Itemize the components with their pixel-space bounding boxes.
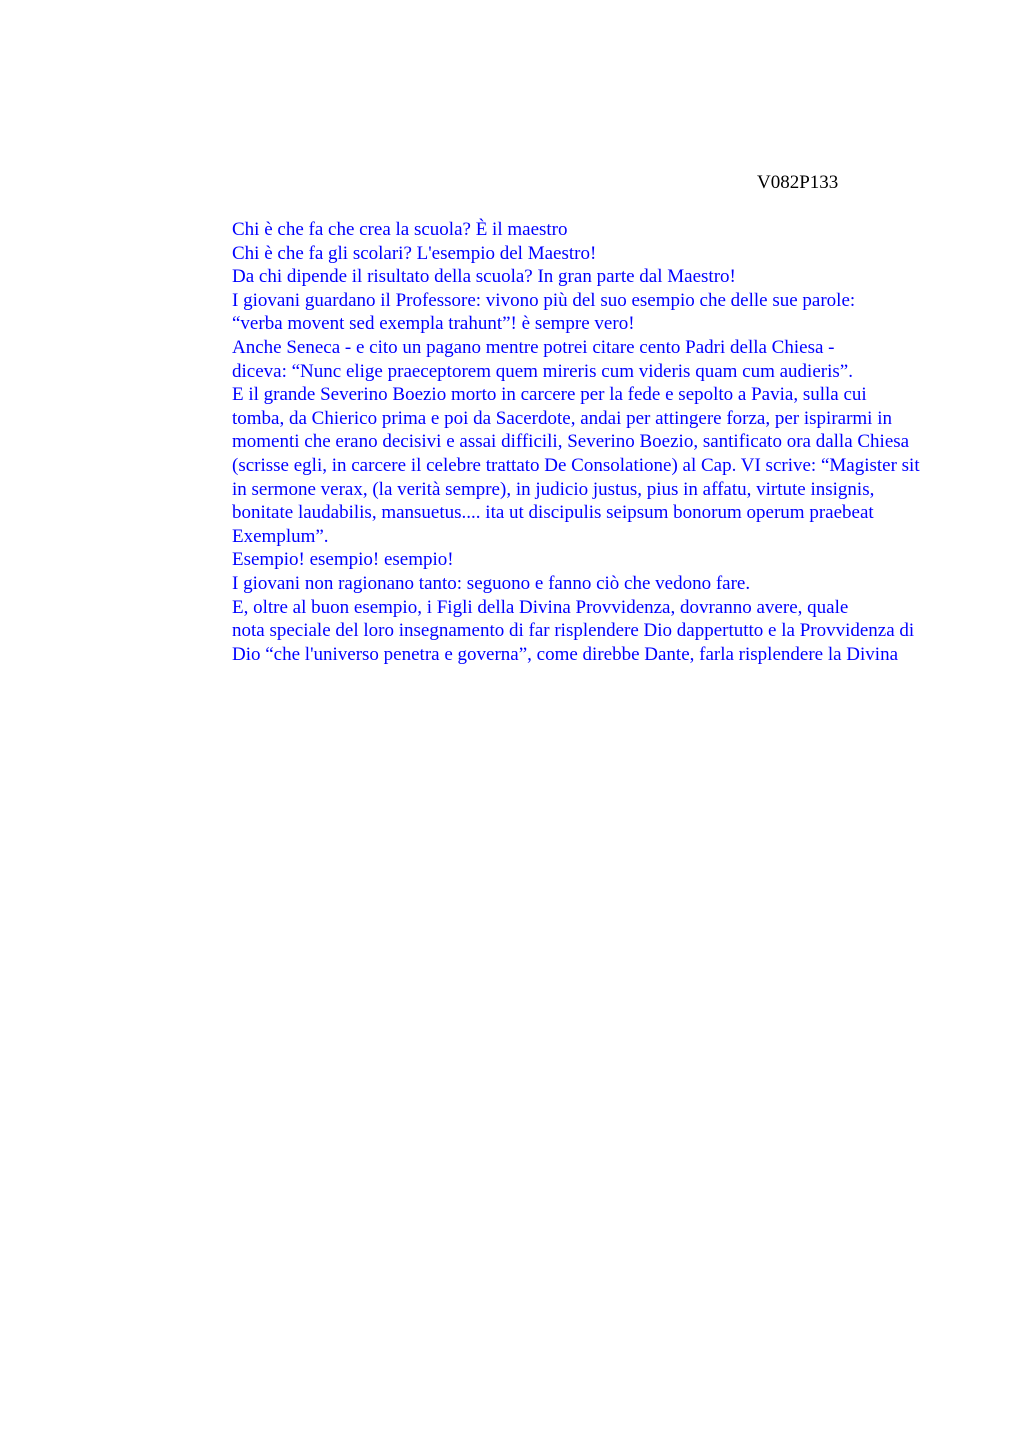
text-line: “verba movent sed exempla trahunt”! è sempre vero! [232, 313, 635, 335]
page-code: V082P133 [757, 172, 839, 193]
paragraph-8 [172, 572, 924, 596]
paragraph-5 [172, 336, 924, 383]
paragraph-3 [172, 265, 924, 289]
paragraph-4 [172, 289, 924, 336]
text-line: bonitate laudabilis, mansuetus.... ita ut discipulis seipsum bonorum operum praebeat [232, 502, 874, 524]
paragraph-9 [172, 596, 924, 667]
text-line: Esempio! esempio! esempio! [232, 549, 454, 571]
paragraph-7 [172, 548, 924, 572]
body-text [172, 218, 924, 666]
text-line: (scrisse egli, in carcere il celebre trattato De Consolatione) al Cap. VI scrive: “Magister sit [232, 454, 920, 476]
paragraph-1 [172, 218, 924, 242]
text-line: I giovani guardano il Professore: vivono più del suo esempio che delle sue parole: [232, 289, 856, 311]
text-line: E, oltre al buon esempio, i Figli della Divina Provvidenza, dovranno avere, quale [232, 596, 849, 618]
text-line: Exemplum”. [232, 525, 329, 547]
text-line: Chi è che fa che crea la scuola? È il maestro [232, 219, 568, 240]
text-line: Anche Seneca - e cito un pagano mentre potrei citare cento Padri della Chiesa - [232, 336, 835, 358]
text-line: Da chi dipende il risultato della scuola? In gran parte dal Maestro! [232, 266, 736, 288]
text-line: Dio “che l'universo penetra e governa”, come direbbe Dante, farla risplendere la Divina [232, 643, 899, 665]
text-line: Chi è che fa gli scolari? L'esempio del Maestro! [232, 242, 597, 264]
text-line: I giovani non ragionano tanto: seguono e fanno ciò che vedono fare. [232, 572, 751, 594]
text-line: momenti che erano decisivi e assai difficili, Severino Boezio, santificato ora dalla Chiesa [232, 431, 910, 453]
text-line: tomba, da Chierico prima e poi da Sacerdote, andai per attingere forza, per ispirarmi in [232, 407, 892, 429]
text-line: E il grande Severino Boezio morto in carcere per la fede e sepolto a Pavia, sulla cui [232, 384, 867, 406]
text-line: in sermone verax, (la verità sempre), in judicio justus, pius in affatu, virtute insignis, [232, 478, 875, 500]
text-line: nota speciale del loro insegnamento di far risplendere Dio dappertutto e la Provvidenza di [232, 620, 915, 642]
paragraph-2 [172, 242, 924, 266]
text-line: diceva: “Nunc elige praeceptorem quem mireris cum videris quam cum audieris”. [232, 360, 853, 382]
paragraph-6 [172, 383, 924, 548]
